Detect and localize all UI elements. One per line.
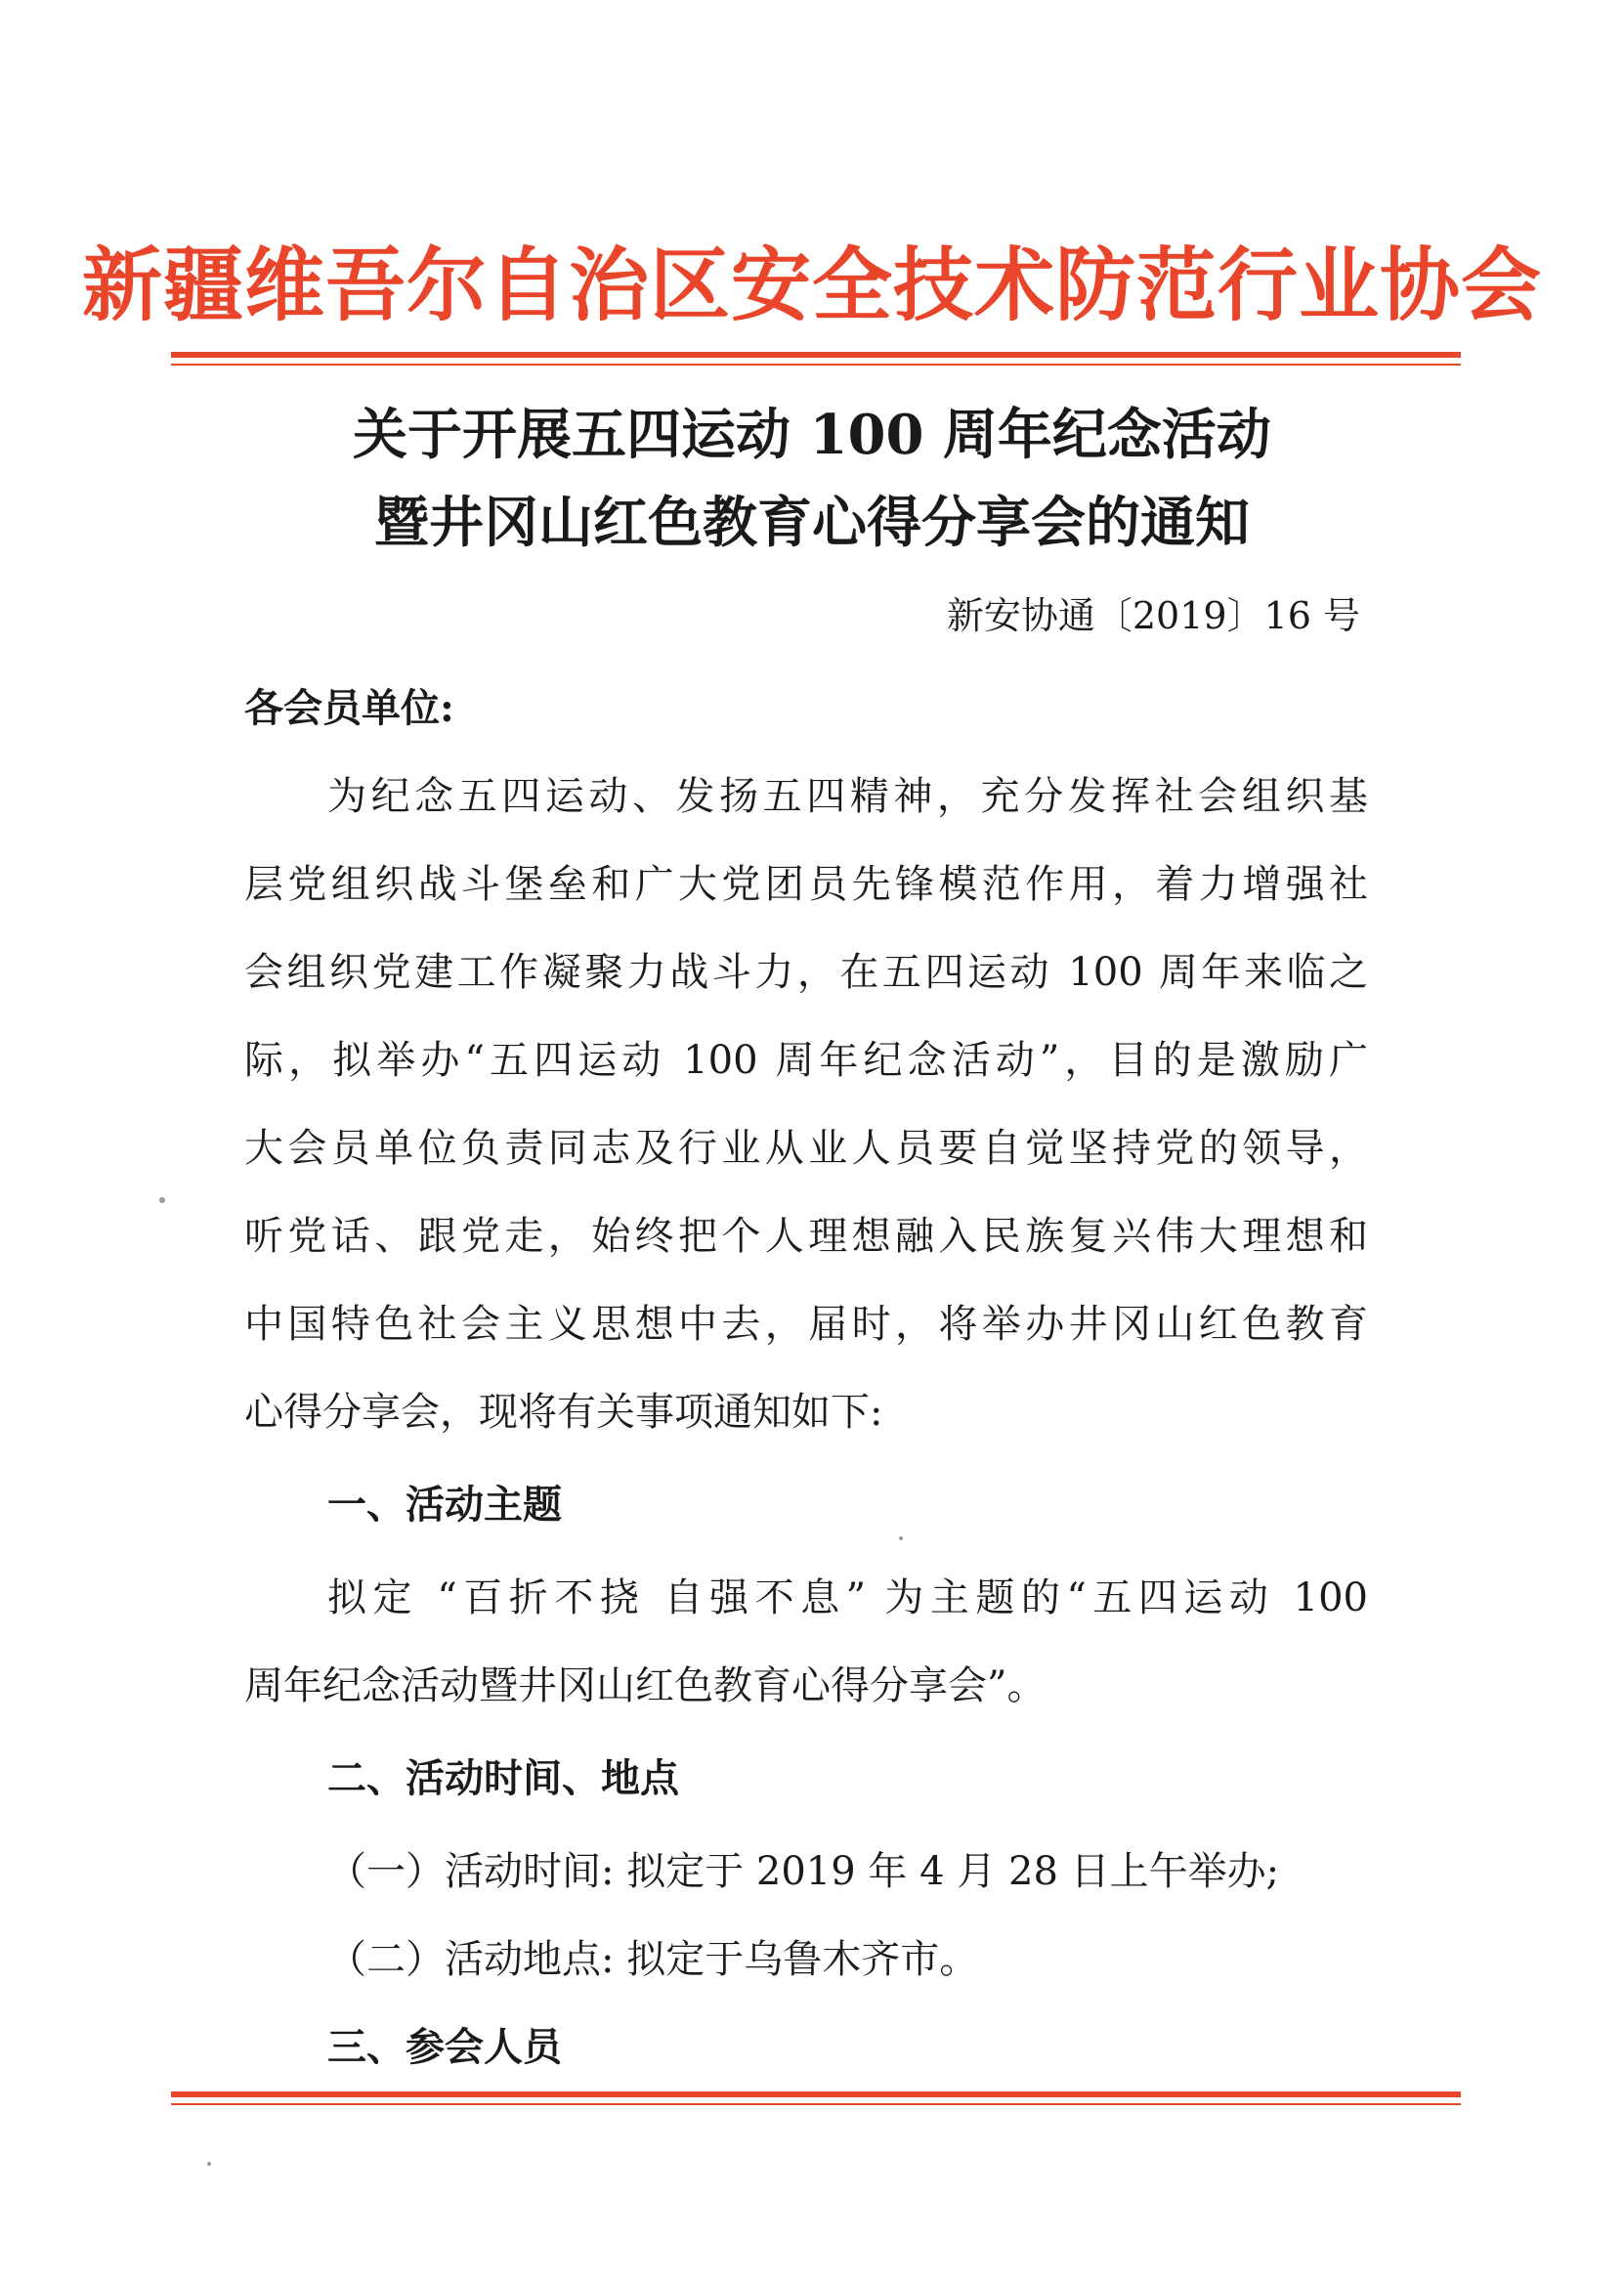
scan-speck [207,2162,211,2166]
document-title-line-2: 暨井冈山红色教育心得分享会的通知 [374,491,1250,555]
intro-line-2: 层党组织战斗堡垒和广大党团员先锋模范作用，着力增强社 [244,862,1368,907]
section-2-item-1: （一）活动时间: 拟定于 2019 年 4 月 28 日上午举办; [327,1849,1280,1894]
section-1-line-2: 周年纪念活动暨井冈山红色教育心得分享会”。 [244,1663,1047,1708]
intro-line-5: 大会员单位负责同志及行业从业人员要自觉坚持党的领导， [244,1126,1368,1171]
document-title-line-1: 关于开展五四运动 100 周年纪念活动 [353,403,1271,467]
intro-line-6: 听党话、跟党走，始终把个人理想融入民族复兴伟大理想和 [244,1214,1368,1259]
section-3-heading: 三、参会人员 [327,2024,562,2070]
intro-line-3: 会组织党建工作凝聚力战斗力，在五四运动 100 周年来临之 [244,950,1368,995]
section-2-heading: 二、活动时间、地点 [327,1755,679,1801]
intro-line-1: 为纪念五四运动、发扬五四精神，充分发挥社会组织基 [327,774,1368,819]
intro-line-8: 心得分享会，现将有关事项通知如下: [244,1390,883,1435]
scan-speck [159,1197,165,1203]
intro-line-4: 际，拟举办“五四运动 100 周年纪念活动”，目的是激励广 [244,1038,1368,1083]
document-number: 新安协通〔2019〕16 号 [946,594,1360,637]
header-divider [171,352,1461,366]
footer-divider [171,2091,1461,2105]
intro-line-7: 中国特色社会主义思想中去，届时，将举办井冈山红色教育 [244,1302,1368,1347]
section-1-heading: 一、活动主题 [327,1482,562,1528]
organization-header: 新疆维吾尔自治区安全技术防范行业协会 [81,239,1542,332]
salutation: 各会员单位: [244,685,454,731]
scan-speck [899,1536,903,1540]
section-1-line-1: 拟定 “百折不挠 自强不息” 为主题的“五四运动 100 [327,1575,1368,1620]
section-2-item-2: （二）活动地点: 拟定于乌鲁木齐市。 [327,1937,979,1982]
